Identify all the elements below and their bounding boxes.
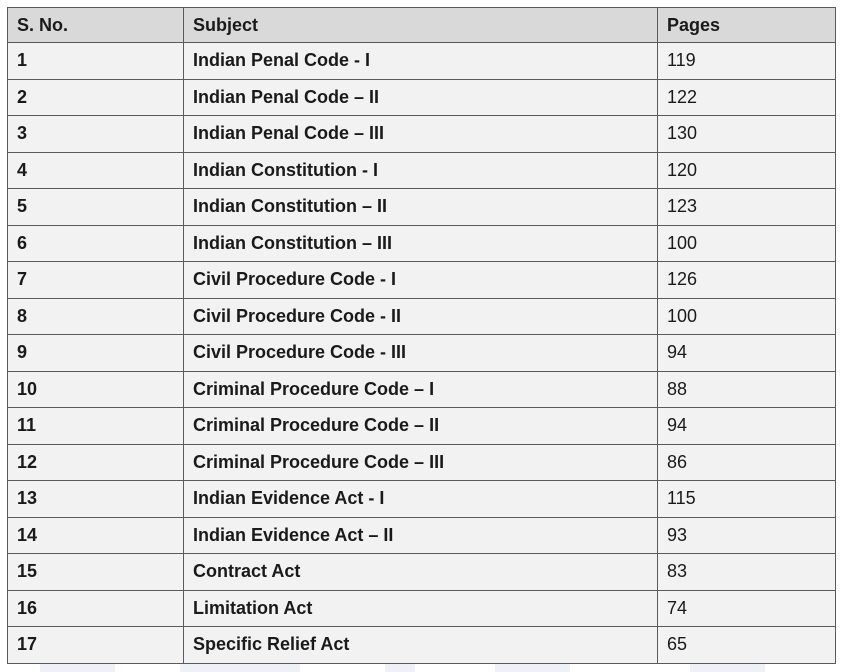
subject-cell: Indian Penal Code – III [184,116,658,153]
pages-cell: 88 [658,371,836,408]
serial-number-cell: 11 [8,408,184,445]
serial-number-cell: 14 [8,517,184,554]
header-pages: Pages [658,8,836,43]
table-row [8,408,836,445]
table-header [8,8,836,43]
subject-cell: Contract Act [184,554,658,591]
table-body [8,43,836,664]
pages-cell: 115 [658,481,836,518]
pages-cell: 93 [658,517,836,554]
pages-cell: 94 [658,335,836,372]
subject-cell: Indian Constitution – II [184,189,658,226]
syllabus-table [7,7,836,664]
pages-cell: 86 [658,444,836,481]
subject-cell: Indian Constitution – III [184,225,658,262]
serial-number-cell: 5 [8,189,184,226]
subject-cell: Indian Penal Code – II [184,79,658,116]
table-row [8,335,836,372]
serial-number-cell: 8 [8,298,184,335]
pages-cell: 100 [658,225,836,262]
pages-cell: 120 [658,152,836,189]
table-row [8,371,836,408]
table-row [8,517,836,554]
pages-cell: 130 [658,116,836,153]
subject-cell: Criminal Procedure Code – II [184,408,658,445]
header-row [8,8,836,43]
pages-cell: 83 [658,554,836,591]
header-subject: Subject [184,8,658,43]
serial-number-cell: 10 [8,371,184,408]
pages-cell: 94 [658,408,836,445]
header-serial-number: S. No. [8,8,184,43]
table-row [8,225,836,262]
serial-number-cell: 4 [8,152,184,189]
pages-cell: 122 [658,79,836,116]
serial-number-cell: 12 [8,444,184,481]
table-row [8,262,836,299]
table-row [8,43,836,80]
serial-number-cell: 7 [8,262,184,299]
watermark-fragment [180,664,300,672]
serial-number-cell: 13 [8,481,184,518]
table-row [8,554,836,591]
subject-cell: Limitation Act [184,590,658,627]
serial-number-cell: 1 [8,43,184,80]
subject-cell: Civil Procedure Code - I [184,262,658,299]
subject-cell: Indian Constitution - I [184,152,658,189]
table-row [8,152,836,189]
watermark-fragment [385,664,415,672]
pages-cell: 123 [658,189,836,226]
watermark-fragment [495,664,570,672]
watermark-fragment [40,664,115,672]
subject-cell: Criminal Procedure Code – III [184,444,658,481]
subject-cell: Indian Evidence Act - I [184,481,658,518]
table-row [8,590,836,627]
subject-cell: Civil Procedure Code - II [184,298,658,335]
serial-number-cell: 15 [8,554,184,591]
subject-cell: Indian Penal Code - I [184,43,658,80]
serial-number-cell: 9 [8,335,184,372]
subject-cell: Civil Procedure Code - III [184,335,658,372]
subject-cell: Indian Evidence Act – II [184,517,658,554]
pages-cell: 65 [658,627,836,664]
pages-cell: 119 [658,43,836,80]
table-row [8,481,836,518]
watermark-fragment [690,664,765,672]
serial-number-cell: 17 [8,627,184,664]
pages-cell: 126 [658,262,836,299]
table-row [8,627,836,664]
table-row [8,298,836,335]
pages-cell: 74 [658,590,836,627]
serial-number-cell: 2 [8,79,184,116]
pages-cell: 100 [658,298,836,335]
table-row [8,79,836,116]
subject-cell: Criminal Procedure Code – I [184,371,658,408]
table-row [8,116,836,153]
table-row [8,444,836,481]
serial-number-cell: 6 [8,225,184,262]
serial-number-cell: 16 [8,590,184,627]
table-row [8,189,836,226]
subject-cell: Specific Relief Act [184,627,658,664]
serial-number-cell: 3 [8,116,184,153]
